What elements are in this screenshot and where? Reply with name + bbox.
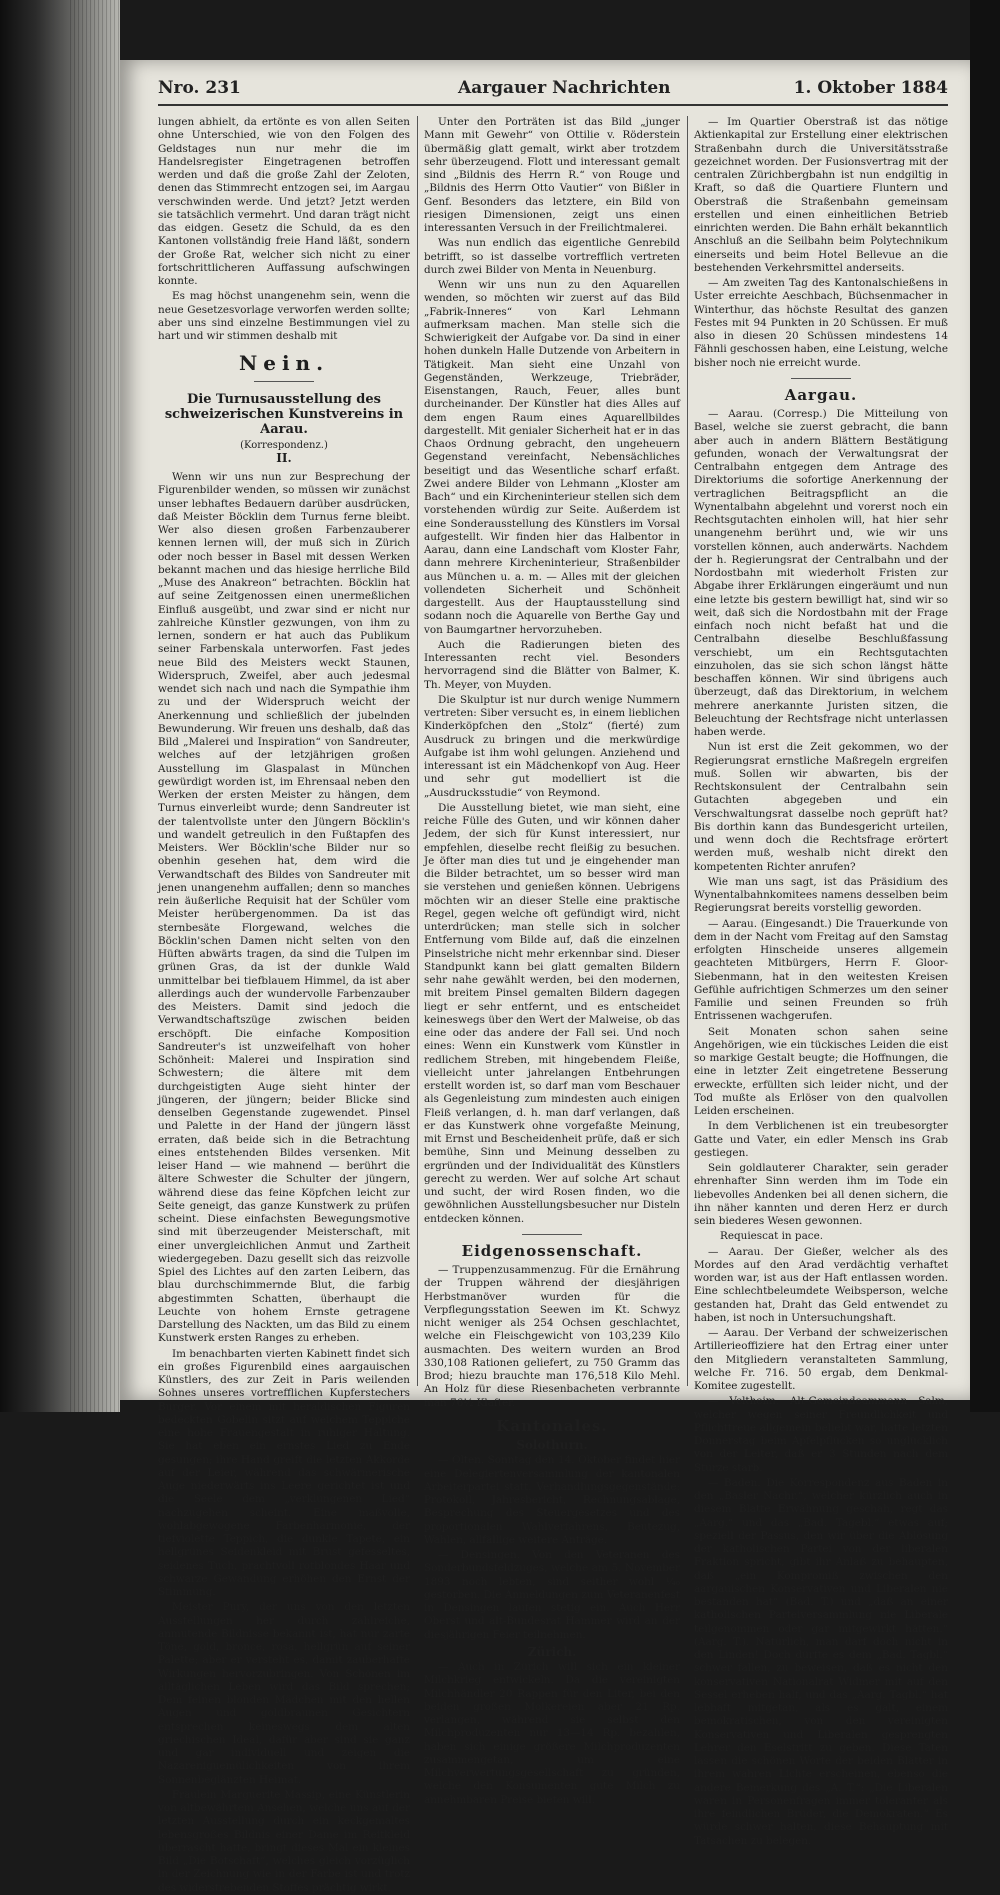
nein-heading: Nein.: [238, 351, 330, 376]
article-title: Die Turnusausstellung des schweizerischen Kunstvereins in Aarau.: [164, 391, 404, 437]
paragraph: Die Ausstellung bietet, wie man sieht, eine reiche Fülle des Guten, und wir können daher Jedem, der sich für Kunst interessiert, nur empfehlen, dieselbe recht fleißig zu besuchen. Je öfter man dies tut und je eingehender man die Bilder betrachtet, um so besser wird man sie verstehen und genießen können. Uebrigens möchten wir an dieser Stelle eine praktische Regel, gegen welche oft gefündigt wird, nicht unterdrücken; man stelle sich in solcher Entfernung vom Bilde auf, daß die einzelnen Pinselstriche nicht mehr erkennbar sind. Dieser Standpunkt kann bei glatt gemalten Bildern sehr nahe gewählt werden, bei den modernen, mit breitem Pinsel gemalten Bildern dagegen liegt er sehr entfernt, und es entscheidet keineswegs über den Wert der Malweise, ob das eine oder das andere der Fall sei. Und noch eines: Wenn ein Kunstwerk vom Künstler in redlichem Streben, mit hingebendem Fleiße, vielleicht unter jahrelangen Entbehrungen erstellt worden ist, so darf man vom Beschauer als Gegenleistung zum mindesten auch einigen Fleiß verlangen, d. h. man darf verlangen, daß er das Kunstwerk ohne vorgefaßte Meinung, mit Ernst und Bescheidenheit prüfe, daß er sich bemühe, Sinn und Meinung desselben zu ergründen und der Individualität des Künstlers gerecht zu werden. Wer auf solche Art schaut und sucht, der wird Rosen finden, wo die gewöhnlichen Ausstellungsbesucher nur Disteln entdecken können.: [424, 801, 680, 1225]
paragraph: — Auch in Zürich will sich ein kleiner Milchkrieg entwickeln. Da die vereinigten Milchhändler 20 Rappen für den Liter, bei den beiden großen Molkereien aber 21 Rp. verlangen, während sie selbst den Milchproduzenten nur 13—14 Rp. bezahlen, haben sich einige größere Milchproduzenten zusammengetan, um eine Milchverwertungsgesellschaft zu gründen, welche den Konsumenten gute Milch zu annehmbaren Preise bieten will.: [424, 1661, 680, 1806]
paragraph: Wenn wir uns nun zur Besprechung der Figurenbilder wenden, so müssen wir zunächst unser lebhaftes Bedauern darüber ausdrücken, daß Meister Böcklin dem Turnus ferne bleibt. Wer also diesen großen Farbenzauberer kennen lernen will, der muß sich in Zürich oder noch besser in Basel mit dessen Werken bekannt machen und das hiesige herrliche Bild „Muse des Anakreon“ betrachten. Böcklin hat auf seine Zeitgenossen einen unermeßlichen Einfluß ausgeübt, und zwar sind er nicht nur zahlreiche Künstler gezwungen, von ihm zu lernen, sondern er hat auch das Publikum seiner Farbenskala unterworfen. Fast jedes neue Bild des Meisters weckt Staunen, Widerspruch, Zweifel, aber auch jedesmal wendet sich nach und nach die Sympathie ihm zu und der Widerspruch weicht der Anerkennung und schließlich der jubelnden Bewunderung. Wir freuen uns deshalb, daß das Bild „Malerei und Inspiration“ von Sandreuter, welches auf der letzjährigen großen Ausstellung im Glaspalast in München gewürdigt worden ist, im Ehrensaal neben den Werken der ersten Meister zu hängen, dem Turnus einverleibt wurde; denn Sandreuter ist der talentvollste unter den Jüngern Böcklin's und wandelt getreulich in den Fußtapfen des Meisters. Wer Böcklin'sche Bilder nur so obenhin gesehen hat, dem wird die Verwandtschaft des Bildes von Sandreuter mit jenen unangenehm auffallen; denn so manches rein äußerliche Requisit hat der Schüler vom Meister herübergenommen. Da ist das sternbesäte Florgewand, welches die Böcklin'schen Damen nicht selten von den Hüften abwärts tragen, da sind die Tulpen im grünen Gras, da ist der dunkle Wald unmittelbar bei tiefblauem Himmel, da ist aber allerdings auch der wundervolle Farbenzauber des Meisters. Damit sind jedoch die Verwandtschaftszüge zwischen beiden erschöpft. Die einfache Komposition Sandreuter's ist unzweifelhaft von hoher Schönheit: Malerei und Inspiration sind Schwestern; die ältere mit dem durchgeistigten Auge sieht hinter der jüngeren, der jüngern; beider Blicke sind denselben Gegenstande zugewendet. Pinsel und Palette in der Hand der jüngern lässt erraten, daß beide sich in die Betrachtung eines entstehenden Bildes versenken. Mit leiser Hand — wie mahnend — berührt die ältere Schwester die Schulter der jüngern, während diese das feine Köpfchen leicht zur Seite geneigt, das ganze Kunstwerk zu prüfen scheint. Diese einfachsten Bewegungsmotive sind mit überzeugender Meisterschaft, mit einer unvergleichlichen Anmut und Zartheit wiedergegeben. Dazu gesellt sich das reizvolle Spiel des Lichtes auf den zarten Leibern, das blau durchschimmernde Blut, die farbig abgestimmten Schatten, überhaupt die Leuchte von hohem Ernste getragene Darstellung des Nackten, um das Bild zu einem Kunstwerk ersten Ranges zu erheben.: [158, 471, 410, 1345]
header-rule: [158, 104, 948, 106]
paragraph: — Aarau. Der Verband der schweizerischen Artillerieoffiziere hat den Ertrag einer unter den Mitgliedern veranstalteten Sammlung, welche Fr. 716. 50 ergab, dem Denkmal-Komitee zugestellt.: [694, 1327, 948, 1392]
requiescat-line: Requiescat in pace.: [720, 1230, 824, 1243]
column-divider: [417, 116, 418, 1386]
paragraph: — Truppenzusammenzug. Für die Ernährung der Truppen während der diesjährigen Herbstmanöver wurden für die Verpflegungsstation Seewen im Kt. Schwyz nicht weniger als 254 Ochsen geschlachtet, welche ein Fleischgewicht von 103,239 Kilo ausmachten. Des weitern wurden an Brod 330,108 Rationen geliefert, zu 750 Gramm das Brod; hiezu brauchte man 176,518 Kilo Mehl. An Holz für diese Riesenbacheten verbrannte man 76½ Klafter.: [424, 1264, 680, 1409]
paragraph: — Aarau. (Corresp.) Die Mitteilung von Basel, welche sie zuerst gebracht, die bann aber auch in andern Blättern Bestätigung gefunden, wonach der Verwaltungsrat der Centralbahn entgegen dem Antrage des Direktoriums die sofortige Anerkennung der vertraglichen Beitragspflicht an die Wynentalbahn abgelehnt und vorerst noch ein Rechtsgutachten einholen will, hat hier sehr unangenehm berührt und, wie wir uns vorstellen können, auch anderwärts. Nachdem der h. Regierungsrat der Centralbahn und der Nordostbahn mit wiederholt Fristen zur Abgabe ihrer Erklärungen eingeräumt und nun eine letzte bis gestern bewilligt hat, sind wir so weit, daß sich die Nordostbahn mit der Frage einfach noch nicht befaßt hat und die Centralbahn dieselbe Beschlußfassung verschiebt, um ein Rechtsgutachten einzuholen, das sie sich schon längst hätte beschaffen können. Wir sind übrigens auch überzeugt, daß das Direktorium, in welchem mehrere anerkannte Juristen sitzen, die Beleuchtung der Rechtsfrage nicht unterlassen haben werde.: [694, 408, 948, 738]
paragraph: Sein goldlauterer Charakter, sein gerader ehrenhafter Sinn werden ihm im Tode ein liebevolles Andenken bei all denen sichern, die ihn näher kannten und deren Herz er durch sein biederes Wesen gewonnen.: [694, 1162, 948, 1227]
paragraph: Fräulein Marguerite Massip, eine Künstlerin von altbewährtem Ansehen, welche uns auf der letzten Ausstellung durch ein keckgemaltes lebensgroßes Bildnis einer Dame im Reitkleid überrascht hatte, bringt dieses Mal ein kleines Bild „Die Botschaft“, welches gleich vorzüglich in der Zeichnung wie in der Farbe ist und trotz des widerstrebenden Stoffes prächtig wirkt.: [158, 1788, 410, 1894]
paragraph: — Olten. Sonntag den 14. Oktober findet hier eine Delegiertenversammlung der kantonalen Arbeiterpartei statt. Verhandlungsgegenstände: Protokoll, Jahresbericht, Rechnungsablage, Besprechung des Steuergesetzes und des proportionalen Wahlverfahrens, Beutezug, Wahlen, allfällige weitere Anträge.: [424, 1454, 680, 1546]
paragraph: — Aarau. (Eingesandt.) Die Trauerkunde von dem in der Nacht vom Freitag auf den Samstag erfolgten Hinscheide unseres allgemein geachteten Mitbürgers, Herrn F. Gloor-Siebenmann, hat in den weitesten Kreisen Gefühle aufrichtigen Schmerzes um den seiner Familie und seinen Freunden so früh Entrissenen wachgerufen.: [694, 917, 948, 1023]
paragraph: Meister Pury, der uns von den letzten Ausstellungen her durch zahlreiche, anmutende Bildnisse bekannt ist, hat nur zarte Töne, gold, bronce, rosa, hellgrün auf seiner Palette; aber er versteht es, damit zauberhafte Wirkungen hervorzubringen. Von Schönen im alltäglichen Leben wird das Bild sprechen; Dem feinen blonden Mädchen mit den hellen Augen und goldbraunen Gesichtern entsprechen keineswegs dem alten griechischen Ideal, dafür aber sind sie ganz und gar individuell und zeigen die Nazareniguemülichkeiten von ihrem Sonnenbeglänzten Heimat.: [158, 1601, 410, 1786]
article-part: II.: [276, 450, 292, 465]
paragraph: — Am zweiten Tag des Kantonalschießens in Uster erreichte Aeschbach, Büchsenmacher in Winterthur, das höchste Resultat des ganzen Festes mit 94 Punkten in 20 Schüssen. Er muß also in diesen 20 Schüssen mindestens 14 Fähnli geschossen haben, eine Leistung, welche bisher noch nie erreicht wurde.: [694, 277, 948, 369]
paragraph: Auch die Radierungen bieten des Interessanten recht viel. Besonders hervorragend sind die Blätter von Balmer, K. Th. Meyer, von Muyden.: [424, 638, 680, 691]
paragraph: Was nun endlich das eigentliche Genrebild betrifft, so ist dasselbe vortrefflich vertreten durch zwei Bilder von Menta in Neuenburg.: [424, 237, 680, 276]
paragraph: — Baden. Die Korrespondenz aus Baden in den „Basler Nachr.“, welcher kürzlich auch in diesem Blatte Erwähnung geschah, regt das „Aarg.“ und das „Bad. Tagebl.“ etwas auf; speziell der Passus, den wir über die Ablösung der katholischen Partei von der liberalen Fraktion spricht, gibt ihr Anlaß zu behaupten, daß „ein Kompromiß zwischen den aargauischen Konservativen und Liberalen nie bestanden hat“ (Bad. T.) und „daß an einer katholischen Parteiversammlung nie Liberale teilgenommen oder gar mitgewirkt hätten.“ (Aarg. T.). Natürlich, man darf doch nicht in den Linden! Doch dürfte es dem „Bad. Tagbl.“ schwer fallen, zu beweisen, daß es nicht den konservativen Nationalrat Widmer mit auf den Sessel erheben half, und das „Aarg. Tagbl.“ hat lebhaft mitgetan, als es galt, einem bemokratischen, von den vereinigten Konservativen und Liberalen gesprengten Lehrer den Eselstritt zu geben. Diese Taten lassen die schönen Worte der beiden Blätter in ihrem wahren Lichte erscheinen, ebenso die andere Bemerkung des „A. T.“: „Die Liberalen waren in Personenfragen immer toleranter als ihre feindlichen Brüder, die Demokraten.“ Es würde schwer halten, diese Behauptung mit Tatsachen zu belegen.: [694, 1476, 948, 1847]
paragraph: Im benachbarten vierten Kabinett findet sich ein großes Figurenbild eines aargauischen Künstlers, des zur Zeit in Paris weilenden Sohnes unseres vortrefflichen Kupferstechers Burger. Vor einem mit heraldischen Figuren bedeckten Gobelin sitzt auf weichem Teppiche eine hohe Frauengestalt in ruhiger Haltung. Sie hat eben ein ernstes Lied zu Ende gesungen; ihre Hand greift die letzten Akkorde auf der Leier, während das schwärmerische Auge niederwärts ins Leere gerichtet ist und die Seele dem „verklungenen Lied“ nachzugehen scheint. Eine maßvolle, wohlabgewogene Farbenharmonie, der tiefviolette Teppich, die dunkle Tapete, ein hellgrünes Seidenkleid mit Brust gefesseltes, seidenes Tuch, prachtvoll rotblondes Haar und schwarze Gewandung erhöhen den Ernst der Stimmung.: [158, 1347, 410, 1598]
subheading-zuerich: Zürich.: [527, 1644, 577, 1659]
column-2: [424, 116, 680, 1806]
section-heading-kantonales: Kantonales.: [496, 1416, 608, 1435]
article-subtitle: (Korrespondenz.): [240, 439, 328, 451]
section-heading-eidgenossenschaft: Eidgenossenschaft.: [461, 1241, 643, 1260]
section-heading-aargau: Aargau.: [784, 385, 858, 404]
divider: [522, 1234, 582, 1235]
paragraph: In dem Verblichenen ist ein treubesorgter Gatte und Vater, ein edler Mensch ins Grab gestiegen.: [694, 1120, 948, 1159]
paragraph: — Veltheim. Alt-Gemeindeammann Salm, welcher wegen seiner Freundlichkeit und Pflichttreue allgemein beliebt war, hatte letzten Donnerstag beim Apfelpflücken so unglücklich von der Leiter, daß er 3 Stunden nach dem Sturze starb.: [694, 1395, 948, 1474]
divider: [791, 378, 851, 379]
column-divider: [687, 116, 688, 1386]
newspaper-name: Aargauer Nachrichten: [458, 78, 671, 98]
paragraph: — Aarau. Der Gießer, welcher als des Mordes auf den Arad verdächtig verhaftet worden war, ist aus der Haft entlassen worden. Eine schlechtbeleumdete Weibsperson, welche gestanden hat, Draht das Geld entwendet zu haben, ist noch in Untersuchungshaft.: [694, 1245, 948, 1324]
column-3: [694, 116, 948, 1847]
paragraph: — Densingen. Von den Veteranen des Sonderbundsfeldzuges, welche am 5. November 1893 noch lebten, sind seither wohl ¼₀ gestorben. Die Anmeldungen zum Veteranenfest in Densingen laufen stetig ein. Auch Herr Oberst und alt-Bundesrat Hammer wird an der diesjährigen Feier teilnehmen.: [424, 1549, 680, 1641]
paragraph: Es mag höchst unangenehm sein, wenn die neue Gesetzesvorlage verworfen werden sollte; aber uns sind einzelne Bestimmungen viel zu hart und wir stimmen deshalb mit: [158, 290, 410, 342]
issue-number: Nro. 231: [158, 78, 241, 98]
paragraph: Nun ist erst die Zeit gekommen, wo der Regierungsrat ernstliche Maßregeln ergreifen muß. Sollen wir abwarten, bis der Rechtskonsulent der Centralbahn sein Gutachten abgegeben und ein Verschwaltungsrat dasselbe noch geprüft hat? Bis dorthin kann das Bundesgericht urteilen, und wenn doch die Rechtsfrage erörtert werden muß, weshalb nicht direkt den kompetenten Richter anrufen?: [694, 741, 948, 873]
paragraph: — Im Quartier Oberstraß ist das nötige Aktienkapital zur Erstellung einer elektrischen Straßenbahn durch die Universitätsstraße gezeichnet worden. Der Fusionsvertrag mit der centralen Zürichbergbahn ist nun endgiltig in Kraft, so daß die Quartiere Fluntern und Oberstraß die Straßenbahn gemeinsam erstellen und einen einheitlichen Betrieb einrichten werden. Die Bahn erhält bekanntlich Anschluß an die Seilbahn beim Polytechnikum einerseits und beim Hotel Bellevue an die bestehenden Verkehrsmittel anderseits.: [694, 116, 948, 274]
issue-date: 1. Oktober 1884: [793, 78, 948, 98]
newspaper-page: [120, 60, 970, 1894]
paragraph: lungen abhielt, da ertönte es von allen Seiten ohne Unterschied, wie von den Folgen des Geldstages nun nur mehr die im Handelsregister Eingetragenen betroffen werden und daß die große Zahl der Zeloten, denen das Stimmrecht entzogen sei, im Aargau verschwinden werde. Und jetzt? Jetzt werden sie tatsächlich vermehrt. Und daran trägt nicht das eidgen. Gesetz die Schuld, da es den Kantonen vollständig freie Hand läßt, sondern der Große Rat, welcher sich nicht zu einer fortschrittlicheren Auffassung aufschwingen konnte.: [158, 116, 410, 287]
page-header: [158, 78, 948, 102]
spine-texture: [70, 0, 120, 1412]
paragraph: Wie man uns sagt, ist das Präsidium des Wynentalbahnkomitees namens desselben beim Regierungsrat bereits vorstellig geworden.: [694, 875, 948, 915]
scan-border: [970, 0, 1000, 1412]
paragraph: Wenn wir uns nun zu den Aquarellen wenden, so möchten wir zuerst auf das Bild „Fabrik-Inneres“ von Karl Lehmann aufmerksam machen. Man stelle sich die Schwierigkeit der Aufgabe vor. Da sind in einer hohen dunkeln Halle Dutzende von Arbeitern in Tätigkeit. Man sieht eine Unzahl von Gegenständen, Werkzeuge, Triebräder, Eisenstangen, Rauch, Feuer, alles bunt durcheinander. Der Künstler hat dies Alles auf dem engen Raum eines Aquarellbildes dargestellt. Mit genialer Sicherheit hat er in das Chaos Ordnung gebracht, den ungeheuern Gegenstand vereinfacht, Nebensächliches beseitigt und das Wesentliche scharf erfaßt. Zwei andere Bilder von Lehmann „Kloster am Bach“ und ein Kircheninterieur stellen sich dem vorstehenden würdig zur Seite. Außerdem ist eine Sonderausstellung des Künstlers im Vorsal aufgestellt. Wir finden hier das Halbentor in Aarau, dann eine Landschaft vom Kloster Fahr, dann mehrere Kircheninterieur, Straßenbilder aus München u. a. m. — Alles mit der gleichen vollendeten Sicherheit und Schönheit dargestellt. Aus der Hauptausstellung sind sodann noch die Aquarelle von Berthe Gay und von Baumgartner hervorzuheben.: [424, 279, 680, 636]
paragraph: Unter den Porträten ist das Bild „junger Mann mit Gewehr“ von Ottilie v. Röderstein übermäßig glatt gemalt, wirkt aber trotzdem sehr überzeugend. Flott und interessant gemalt sind „Bildnis des Herrn R.“ von Rouge und „Bildnis des Herrn Otto Vautier“ von Bißler in Genf. Besonders das letztere, ein Bild von riesigen Dimensionen, zeigt uns einen interessanten Versuch in der Freilichtmalerei.: [424, 116, 680, 234]
paragraph: Seit Monaten schon sahen seine Angehörigen, wie ein tückisches Leiden die eist so markige Gestalt beugte; die Hoffnungen, die eine in letzter Zeit eingetretene Besserung erweckte, erfüllten sich leider nicht, und der Tod mußte als Erlöser von den qualvollen Leiden erscheinen.: [694, 1025, 948, 1117]
column-1: [158, 116, 410, 1894]
divider: [254, 381, 314, 382]
book-spine: [0, 0, 120, 1412]
paragraph: Die Skulptur ist nur durch wenige Nummern vertreten: Siber versucht es, in einem lieblichen Kinderköpfchen den „Stolz“ (fierté) zum Ausdruck zu bringen und die merkwürdige Aufgabe ist ihm wohl gelungen. Anziehend und interessant ist ein Mädchenkopf von Aug. Heer und sehr gut modelliert ist die „Ausdrucksstudie“ von Reymond.: [424, 693, 680, 799]
subheading-solothurn: Solothurn.: [516, 1438, 588, 1452]
